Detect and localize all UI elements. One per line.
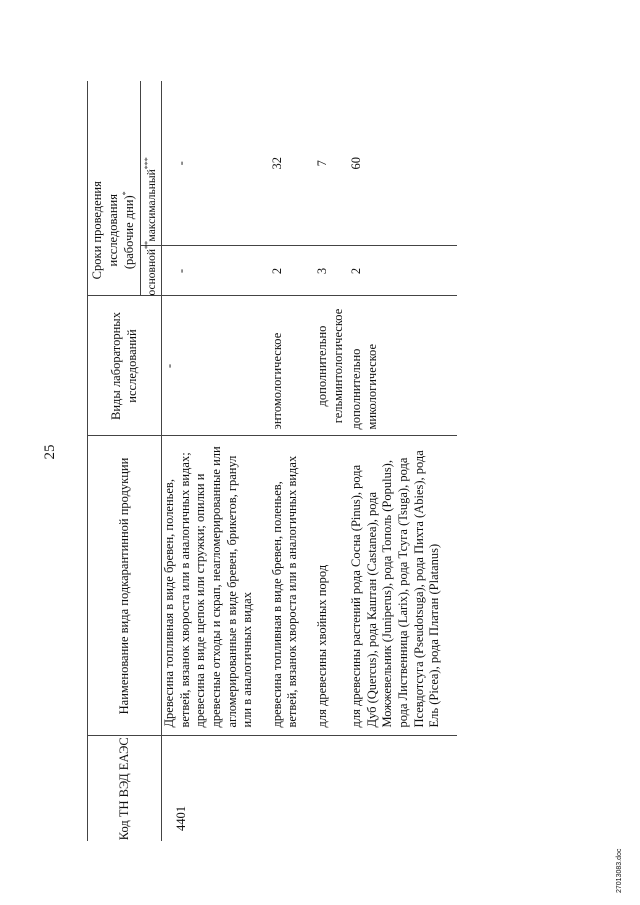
footer-filename: 27013083.doc	[616, 848, 623, 893]
row-basic: -	[162, 246, 270, 296]
row-lab: -	[162, 296, 270, 436]
row-lab: дополнительно микологическое	[349, 296, 457, 436]
row-max: -	[174, 161, 188, 166]
row-name: Древесина топливная в виде бревен, поленьев, ветвей, вязанок хвороста или в аналогичных видах; древесина в виде щепок или стружки; опилки и древесные отходы и скрап, неагломерированные или агломерированные в виде бревен, брикетов, гранул или в аналогичных видах	[162, 436, 270, 736]
header-code: Код ТН ВЭД ЕАЭС	[88, 736, 162, 841]
row-name: для древесины растений рода Сосна (Pinus), рода Дуб (Quercus), рода Каштан (Castanea), рода Можжевельник (Juniperus), рода Тополь (Populus), рода Лиственница (Larix), рода Тсуга (Tsuga), рода Псевдотсуга (Pseudotsuga), рода Пихта (Abies), рода Ель (Picea), рода Платан (Platanus)	[349, 436, 457, 736]
header-basic-mark: **	[142, 240, 152, 249]
header-terms-mark: *	[121, 191, 131, 196]
row-max: 60	[349, 157, 363, 170]
row-lab: дополнительно гельминтологическое	[315, 296, 349, 436]
table-row	[162, 81, 270, 841]
header-terms-text: Сроки проведения исследования (рабочие дни)	[89, 181, 137, 280]
header-max-mark: ***	[142, 157, 152, 170]
row-name: для древесины хвойных пород	[315, 436, 349, 736]
header-basic	[141, 240, 162, 296]
row-code	[315, 736, 349, 841]
quarantine-table	[87, 81, 457, 841]
row-basic: 2	[349, 246, 457, 296]
row-name: древесина топливная в виде бревен, поленьев, ветвей, вязанок хвороста или в аналогичных видах	[270, 436, 315, 736]
header-lab: Виды лабораторных исследований	[88, 296, 162, 436]
row-max: 32	[269, 157, 284, 170]
row-basic: 2	[270, 246, 315, 296]
table-row	[315, 81, 349, 841]
row-max: 7	[315, 160, 329, 167]
page-number: 25	[42, 444, 58, 460]
row-basic: 3	[315, 246, 349, 296]
row-code: 4401	[162, 736, 270, 841]
row-code	[270, 736, 315, 841]
table-row	[270, 81, 315, 841]
header-basic-text: основной	[145, 248, 158, 296]
header-max	[141, 81, 162, 246]
row-code	[349, 736, 457, 841]
row-lab: энтомологическое	[270, 296, 315, 436]
header-terms	[88, 81, 141, 296]
table-row	[349, 81, 457, 841]
header-max-text: максимальный	[145, 169, 158, 242]
header-name: Наименование вида подкарантинной продукции	[88, 436, 162, 736]
